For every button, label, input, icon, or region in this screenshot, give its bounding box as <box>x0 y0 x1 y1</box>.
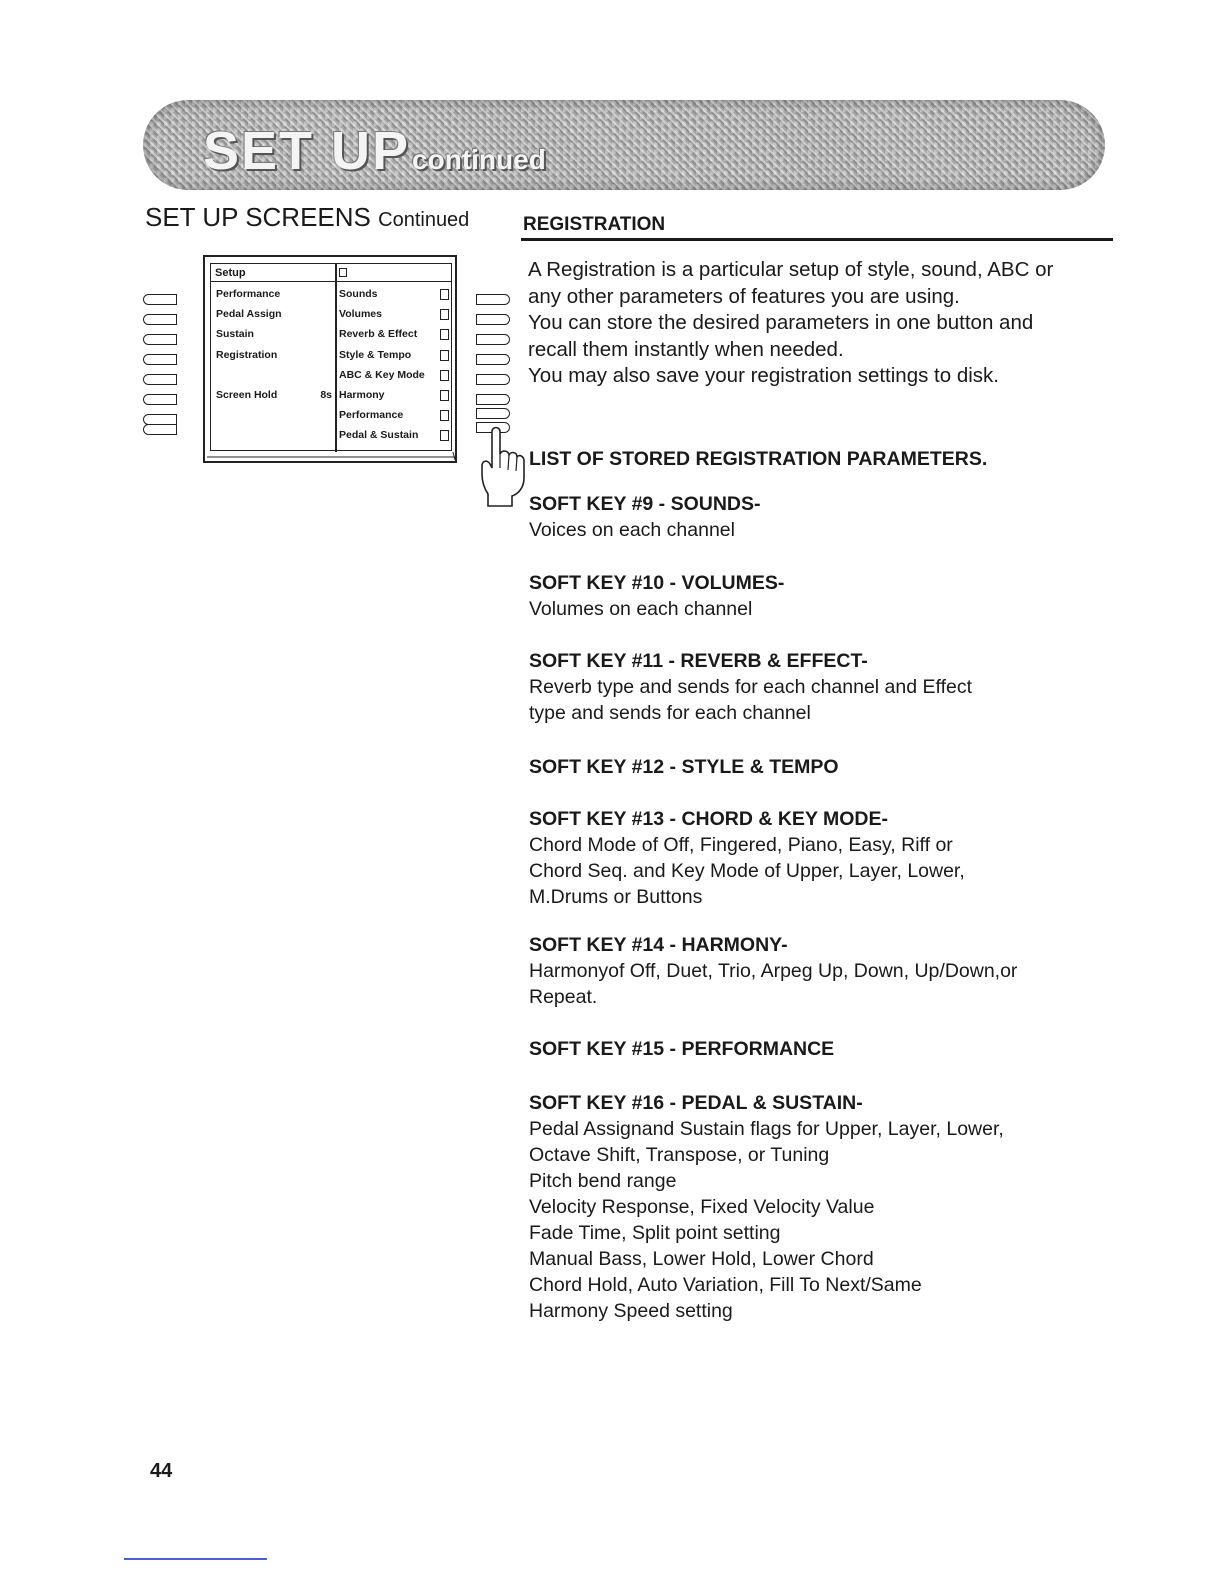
intro-line: You may also save your registration settings to disk. <box>528 364 999 388</box>
soft-key-5[interactable] <box>143 374 177 385</box>
soft-key-2[interactable] <box>143 314 177 325</box>
soft-key-description-line: Repeat. <box>529 986 598 1008</box>
soft-key-title: SOFT KEY #14 - HARMONY- <box>529 934 788 956</box>
soft-key-block <box>529 932 1109 1010</box>
lcd-menu-item-label: Screen Hold <box>216 388 278 401</box>
soft-key-11[interactable] <box>476 334 510 345</box>
soft-key-block <box>529 648 1109 726</box>
soft-key-title: SOFT KEY #13 - CHORD & KEY MODE- <box>529 808 889 830</box>
page-number: 44 <box>150 1460 173 1482</box>
soft-key-description-line: Harmonyof Off, Duet, Trio, Arpeg Up, Down, Up/Down,or <box>529 960 1018 982</box>
soft-key-title: SOFT KEY #11 - REVERB & EFFECT- <box>529 650 868 672</box>
soft-key-description-line: Chord Mode of Off, Fingered, Piano, Easy, Riff or <box>529 834 953 856</box>
section-heading-main: SET UP SCREENS <box>145 202 371 232</box>
soft-key-title: SOFT KEY #10 - VOLUMES- <box>529 572 785 594</box>
soft-key-10[interactable] <box>476 314 510 325</box>
section-heading-suffix: Continued <box>378 209 470 231</box>
soft-key-description-line: Pitch bend range <box>529 1170 677 1192</box>
soft-key-block <box>529 491 1109 543</box>
soft-key-description <box>529 517 1109 543</box>
soft-key-block <box>529 1036 1109 1062</box>
intro-line: any other parameters of features you are using. <box>528 284 960 308</box>
soft-key-description-line: Harmony Speed setting <box>529 1300 733 1322</box>
soft-key-description <box>529 596 1109 622</box>
soft-key-description <box>529 832 1109 910</box>
registration-heading: REGISTRATION <box>523 214 666 235</box>
soft-key-block <box>529 806 1109 910</box>
soft-key-description-line: type and sends for each channel <box>529 702 811 724</box>
soft-key-4[interactable] <box>143 354 177 365</box>
soft-key-6[interactable] <box>143 394 177 405</box>
lcd-menu-item-label: Sustain <box>216 328 254 341</box>
lcd-soft-key-label: Performance <box>339 409 404 422</box>
soft-key-description-line: Volumes on each channel <box>529 598 753 620</box>
soft-key-12[interactable] <box>476 354 510 365</box>
banner-title <box>203 120 546 182</box>
parameters-list-heading: LIST OF STORED REGISTRATION PARAMETERS. <box>529 448 988 470</box>
lcd-menu-item-label: Pedal Assign <box>216 308 282 321</box>
intro-line: A Registration is a particular setup of style, sound, ABC or <box>528 258 1054 281</box>
soft-key-13[interactable] <box>476 374 510 385</box>
lcd-menu-item-label: Performance <box>216 288 281 300</box>
soft-key-description-line: Reverb type and sends for each channel and Effect <box>529 676 973 698</box>
soft-key-title: SOFT KEY #15 - PERFORMANCE <box>529 1038 835 1060</box>
soft-key-description-line: Voices on each channel <box>529 519 735 541</box>
soft-key-title: SOFT KEY #9 - SOUNDS- <box>529 493 761 515</box>
soft-key-description-line: Chord Hold, Auto Variation, Fill To Next/Same <box>529 1274 922 1296</box>
soft-key-description-line: Fade Time, Split point setting <box>529 1222 781 1244</box>
soft-key-block <box>529 1090 1109 1324</box>
soft-key-title: SOFT KEY #12 - STYLE & TEMPO <box>529 756 839 778</box>
soft-key-description-line: Manual Bass, Lower Hold, Lower Chord <box>529 1248 874 1270</box>
soft-key-14[interactable] <box>476 394 510 405</box>
section-heading <box>145 202 469 233</box>
lcd-menu-item-label: Registration <box>216 348 278 361</box>
banner-title-text: SET UP <box>203 121 411 181</box>
lcd-soft-key-label: Reverb & Effect <box>339 328 418 341</box>
lcd-soft-key-label: ABC & Key Mode <box>339 368 425 381</box>
soft-key-3[interactable] <box>143 334 177 345</box>
lcd-frame-lines <box>205 257 459 465</box>
lcd-menu-item-value: 8s <box>320 388 332 401</box>
header-banner <box>143 100 1105 190</box>
lcd-screen <box>203 255 457 463</box>
soft-key-description-line: Octave Shift, Transpose, or Tuning <box>529 1144 830 1166</box>
soft-key-description-line: Velocity Response, Fixed Velocity Value <box>529 1196 875 1218</box>
lcd-soft-key-label: Style & Tempo <box>339 348 412 361</box>
registration-intro <box>528 257 1118 390</box>
soft-key-description <box>529 1116 1109 1324</box>
soft-key-1[interactable] <box>143 294 177 305</box>
soft-key-description <box>529 958 1109 1010</box>
banner-subtitle: continued <box>412 144 546 175</box>
soft-key-9[interactable] <box>476 294 510 305</box>
soft-key-block <box>529 754 1109 780</box>
lcd-title-text: Setup <box>215 267 246 279</box>
intro-line: You can store the desired parameters in one button and <box>528 311 1034 335</box>
lcd-soft-key-label: Volumes <box>339 308 382 321</box>
lcd-soft-key-label: Sounds <box>339 288 378 300</box>
soft-key-8[interactable] <box>143 424 177 435</box>
pointing-hand-icon <box>478 422 528 512</box>
footer-rule <box>124 1558 267 1560</box>
soft-key-title: SOFT KEY #16 - PEDAL & SUSTAIN- <box>529 1092 863 1114</box>
soft-key-description-line: M.Drums or Buttons <box>529 886 703 908</box>
lcd-corner-mark <box>453 452 455 460</box>
lcd-soft-key-label: Harmony <box>339 388 385 401</box>
lcd-soft-key-label: Pedal & Sustain <box>339 429 419 442</box>
soft-key-description <box>529 674 1109 726</box>
intro-line: recall them instantly when needed. <box>528 337 844 361</box>
registration-rule <box>521 238 1113 241</box>
soft-key-description-line: Chord Seq. and Key Mode of Upper, Layer, Lower, <box>529 860 965 882</box>
soft-key-block <box>529 570 1109 622</box>
soft-key-description-line: Pedal Assignand Sustain flags for Upper, Layer, Lower, <box>529 1118 1004 1140</box>
soft-key-15[interactable] <box>476 408 510 419</box>
